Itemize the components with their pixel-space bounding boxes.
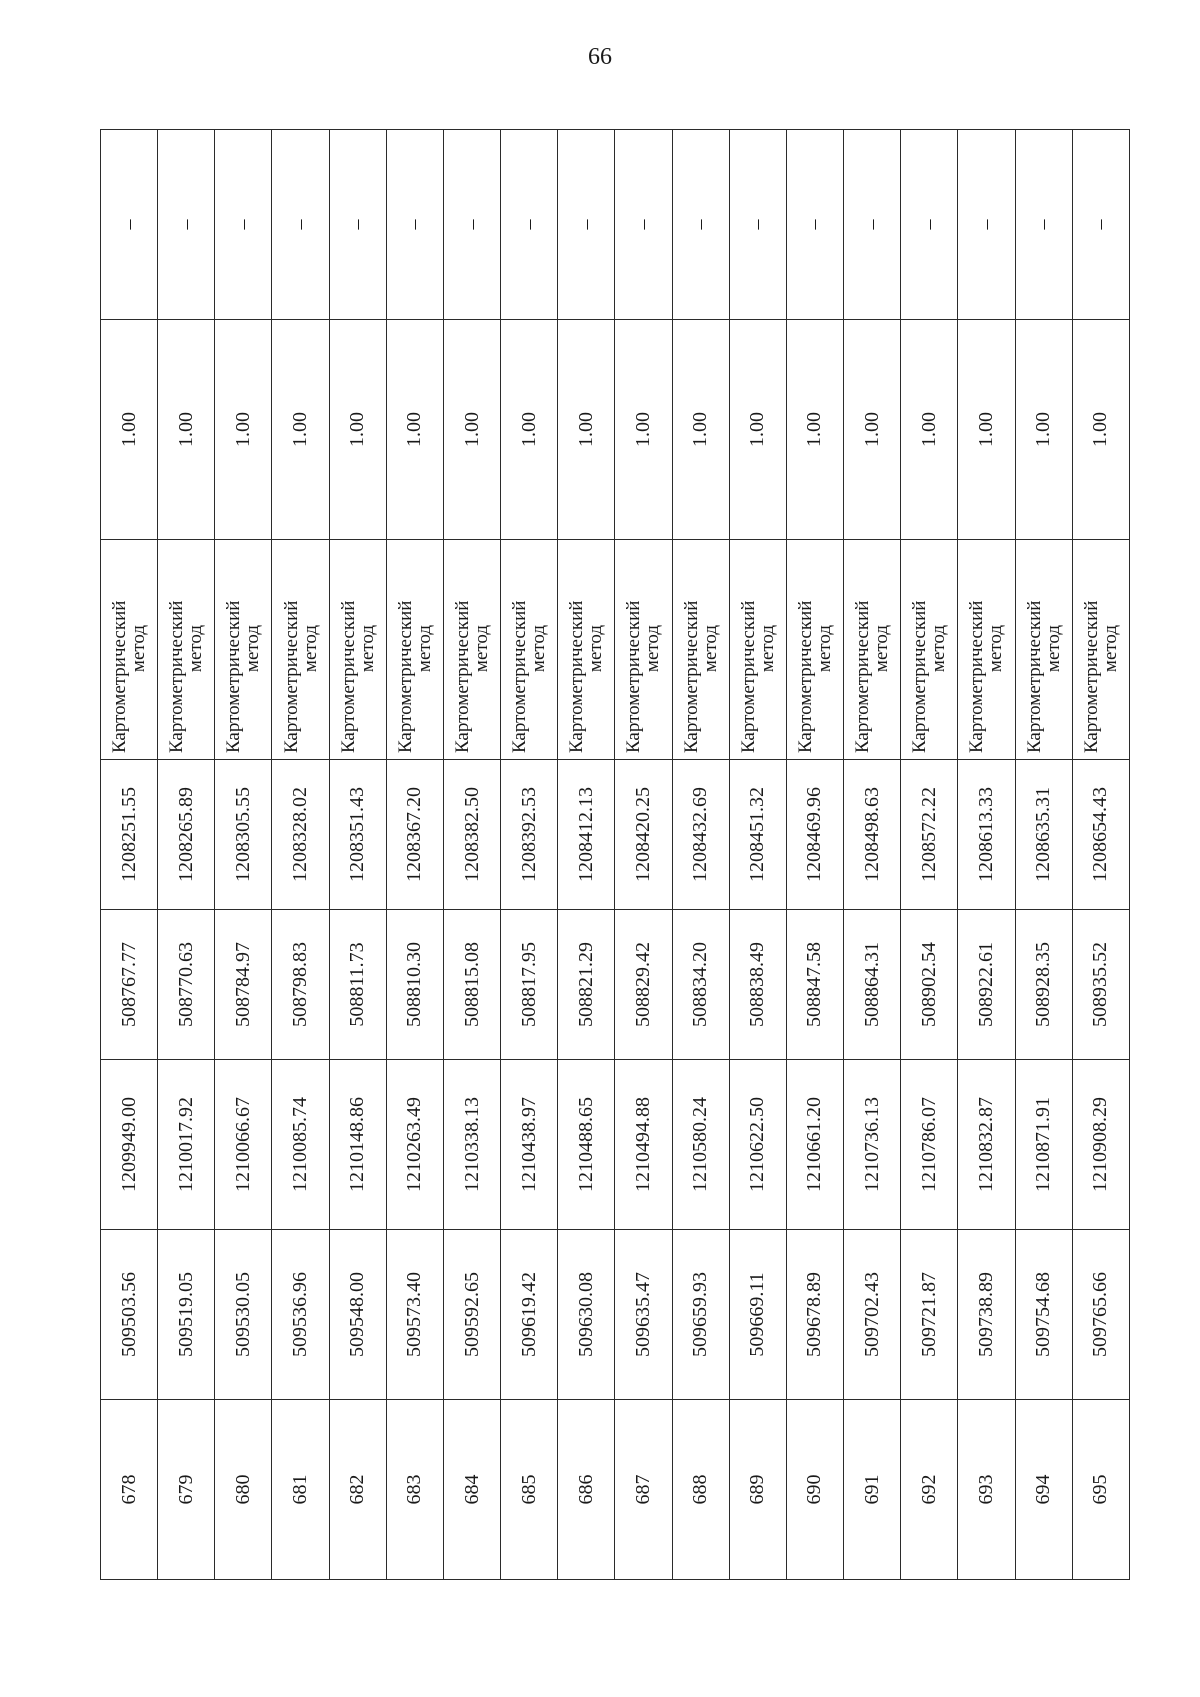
y1-coordinate-cell: 1210494.88 xyxy=(615,1060,672,1230)
x2-coordinate-cell: 508847.58 xyxy=(786,910,843,1060)
method-line-1: Картометрический xyxy=(509,600,531,753)
y1-coordinate-cell: 1210263.49 xyxy=(386,1060,443,1230)
y2-coordinate-cell: 1208654.43 xyxy=(1072,760,1129,910)
x1-coordinate-cell: 509548.00 xyxy=(329,1230,386,1400)
accuracy-cell: 1.00 xyxy=(844,320,901,540)
method-cell xyxy=(958,540,1015,760)
table-row xyxy=(1072,130,1129,1580)
point-number-cell: 690 xyxy=(786,1400,843,1580)
x2-coordinate-cell: 508798.83 xyxy=(272,910,329,1060)
table-row xyxy=(1015,130,1072,1580)
y1-coordinate-cell: 1209949.00 xyxy=(101,1060,158,1230)
y2-coordinate-cell: 1208251.55 xyxy=(101,760,158,910)
method-line-2: метод xyxy=(413,624,435,673)
y1-coordinate-cell: 1210438.97 xyxy=(501,1060,558,1230)
y1-coordinate-cell: 1210085.74 xyxy=(272,1060,329,1230)
accuracy-cell: 1.00 xyxy=(958,320,1015,540)
y1-coordinate-cell: 1210338.13 xyxy=(443,1060,500,1230)
x2-coordinate-cell: 508810.30 xyxy=(386,910,443,1060)
method-cell xyxy=(615,540,672,760)
table-row xyxy=(215,130,272,1580)
accuracy-cell: 1.00 xyxy=(215,320,272,540)
point-number-cell: 685 xyxy=(501,1400,558,1580)
method-line-1: Картометрический xyxy=(909,600,931,753)
point-number-cell: 682 xyxy=(329,1400,386,1580)
method-line-1: Картометрический xyxy=(223,600,245,753)
x2-coordinate-cell: 508928.35 xyxy=(1015,910,1072,1060)
point-number-cell: 692 xyxy=(901,1400,958,1580)
method-line-2: метод xyxy=(756,624,778,673)
table-row xyxy=(958,130,1015,1580)
table-body xyxy=(101,130,1130,1580)
y2-coordinate-cell: 1208265.89 xyxy=(158,760,215,910)
x1-coordinate-cell: 509738.89 xyxy=(958,1230,1015,1400)
x1-coordinate-cell: 509503.56 xyxy=(101,1230,158,1400)
rotated-table-container xyxy=(100,130,1130,1580)
table-row xyxy=(615,130,672,1580)
accuracy-cell: 1.00 xyxy=(901,320,958,540)
point-number-cell: 687 xyxy=(615,1400,672,1580)
method-line-1: Картометрический xyxy=(109,600,131,753)
note-cell: – xyxy=(272,130,329,320)
x2-coordinate-cell: 508784.97 xyxy=(215,910,272,1060)
method-cell xyxy=(844,540,901,760)
table-row xyxy=(272,130,329,1580)
x1-coordinate-cell: 509619.42 xyxy=(501,1230,558,1400)
method-cell xyxy=(729,540,786,760)
note-cell: – xyxy=(158,130,215,320)
x2-coordinate-cell: 508935.52 xyxy=(1072,910,1129,1060)
y2-coordinate-cell: 1208498.63 xyxy=(844,760,901,910)
y1-coordinate-cell: 1210786.07 xyxy=(901,1060,958,1230)
method-line-1: Картометрический xyxy=(852,600,874,753)
accuracy-cell: 1.00 xyxy=(672,320,729,540)
y2-coordinate-cell: 1208420.25 xyxy=(615,760,672,910)
method-line-1: Картометрический xyxy=(337,600,359,753)
y2-coordinate-cell: 1208328.02 xyxy=(272,760,329,910)
x1-coordinate-cell: 509669.11 xyxy=(729,1230,786,1400)
table-row xyxy=(901,130,958,1580)
method-cell xyxy=(101,540,158,760)
y2-coordinate-cell: 1208305.55 xyxy=(215,760,272,910)
x1-coordinate-cell: 509721.87 xyxy=(901,1230,958,1400)
point-number-cell: 681 xyxy=(272,1400,329,1580)
y1-coordinate-cell: 1210871.91 xyxy=(1015,1060,1072,1230)
method-cell xyxy=(501,540,558,760)
x2-coordinate-cell: 508838.49 xyxy=(729,910,786,1060)
method-line-1: Картометрический xyxy=(1080,600,1102,753)
table-row xyxy=(386,130,443,1580)
table-row xyxy=(729,130,786,1580)
note-cell: – xyxy=(215,130,272,320)
accuracy-cell: 1.00 xyxy=(501,320,558,540)
point-number-cell: 683 xyxy=(386,1400,443,1580)
y2-coordinate-cell: 1208635.31 xyxy=(1015,760,1072,910)
note-cell: – xyxy=(844,130,901,320)
x2-coordinate-cell: 508864.31 xyxy=(844,910,901,1060)
y2-coordinate-cell: 1208572.22 xyxy=(901,760,958,910)
note-cell: – xyxy=(901,130,958,320)
point-number-cell: 678 xyxy=(101,1400,158,1580)
x1-coordinate-cell: 509573.40 xyxy=(386,1230,443,1400)
y1-coordinate-cell: 1210622.50 xyxy=(729,1060,786,1230)
method-line-1: Картометрический xyxy=(680,600,702,753)
point-number-cell: 689 xyxy=(729,1400,786,1580)
x2-coordinate-cell: 508821.29 xyxy=(558,910,615,1060)
table-row xyxy=(329,130,386,1580)
method-line-1: Картометрический xyxy=(1023,600,1045,753)
y1-coordinate-cell: 1210580.24 xyxy=(672,1060,729,1230)
method-line-2: метод xyxy=(356,624,378,673)
method-line-2: метод xyxy=(185,624,207,673)
method-cell xyxy=(329,540,386,760)
y2-coordinate-cell: 1208382.50 xyxy=(443,760,500,910)
method-cell xyxy=(158,540,215,760)
method-line-2: метод xyxy=(128,624,150,673)
table-row xyxy=(101,130,158,1580)
point-number-cell: 695 xyxy=(1072,1400,1129,1580)
x1-coordinate-cell: 509754.68 xyxy=(1015,1230,1072,1400)
note-cell: – xyxy=(786,130,843,320)
x1-coordinate-cell: 509630.08 xyxy=(558,1230,615,1400)
note-cell: – xyxy=(386,130,443,320)
method-line-2: метод xyxy=(699,624,721,673)
y2-coordinate-cell: 1208451.32 xyxy=(729,760,786,910)
x1-coordinate-cell: 509536.96 xyxy=(272,1230,329,1400)
y2-coordinate-cell: 1208367.20 xyxy=(386,760,443,910)
x2-coordinate-cell: 508829.42 xyxy=(615,910,672,1060)
x2-coordinate-cell: 508834.20 xyxy=(672,910,729,1060)
accuracy-cell: 1.00 xyxy=(1072,320,1129,540)
table-row xyxy=(558,130,615,1580)
table-row xyxy=(786,130,843,1580)
method-line-2: метод xyxy=(242,624,264,673)
note-cell: – xyxy=(729,130,786,320)
table-row xyxy=(844,130,901,1580)
note-cell: – xyxy=(1072,130,1129,320)
method-cell xyxy=(558,540,615,760)
x2-coordinate-cell: 508767.77 xyxy=(101,910,158,1060)
table-row xyxy=(501,130,558,1580)
y1-coordinate-cell: 1210736.13 xyxy=(844,1060,901,1230)
method-line-2: метод xyxy=(642,624,664,673)
method-cell xyxy=(215,540,272,760)
x2-coordinate-cell: 508922.61 xyxy=(958,910,1015,1060)
method-line-2: метод xyxy=(1042,624,1064,673)
accuracy-cell: 1.00 xyxy=(786,320,843,540)
point-number-cell: 679 xyxy=(158,1400,215,1580)
y2-coordinate-cell: 1208469.96 xyxy=(786,760,843,910)
accuracy-cell: 1.00 xyxy=(158,320,215,540)
x1-coordinate-cell: 509678.89 xyxy=(786,1230,843,1400)
x1-coordinate-cell: 509635.47 xyxy=(615,1230,672,1400)
point-number-cell: 691 xyxy=(844,1400,901,1580)
method-cell xyxy=(1015,540,1072,760)
x1-coordinate-cell: 509530.05 xyxy=(215,1230,272,1400)
y1-coordinate-cell: 1210488.65 xyxy=(558,1060,615,1230)
method-line-1: Картометрический xyxy=(166,600,188,753)
y2-coordinate-cell: 1208392.53 xyxy=(501,760,558,910)
y2-coordinate-cell: 1208412.13 xyxy=(558,760,615,910)
method-line-1: Картометрический xyxy=(737,600,759,753)
method-line-1: Картометрический xyxy=(566,600,588,753)
accuracy-cell: 1.00 xyxy=(272,320,329,540)
method-line-1: Картометрический xyxy=(623,600,645,753)
x2-coordinate-cell: 508770.63 xyxy=(158,910,215,1060)
point-number-cell: 693 xyxy=(958,1400,1015,1580)
point-number-cell: 684 xyxy=(443,1400,500,1580)
method-line-1: Картометрический xyxy=(794,600,816,753)
page-number: 66 xyxy=(588,44,612,70)
note-cell: – xyxy=(1015,130,1072,320)
x1-coordinate-cell: 509702.43 xyxy=(844,1230,901,1400)
method-line-2: метод xyxy=(813,624,835,673)
method-line-2: метод xyxy=(985,624,1007,673)
accuracy-cell: 1.00 xyxy=(443,320,500,540)
x2-coordinate-cell: 508811.73 xyxy=(329,910,386,1060)
method-cell xyxy=(786,540,843,760)
accuracy-cell: 1.00 xyxy=(558,320,615,540)
method-cell xyxy=(272,540,329,760)
method-line-2: метод xyxy=(1099,624,1121,673)
method-line-1: Картометрический xyxy=(452,600,474,753)
method-cell xyxy=(901,540,958,760)
y2-coordinate-cell: 1208351.43 xyxy=(329,760,386,910)
coordinates-table xyxy=(100,129,1130,1580)
method-line-1: Картометрический xyxy=(966,600,988,753)
accuracy-cell: 1.00 xyxy=(1015,320,1072,540)
x2-coordinate-cell: 508902.54 xyxy=(901,910,958,1060)
y1-coordinate-cell: 1210148.86 xyxy=(329,1060,386,1230)
note-cell: – xyxy=(101,130,158,320)
accuracy-cell: 1.00 xyxy=(615,320,672,540)
x1-coordinate-cell: 509519.05 xyxy=(158,1230,215,1400)
table-row xyxy=(672,130,729,1580)
y1-coordinate-cell: 1210908.29 xyxy=(1072,1060,1129,1230)
accuracy-cell: 1.00 xyxy=(729,320,786,540)
accuracy-cell: 1.00 xyxy=(101,320,158,540)
method-line-2: метод xyxy=(928,624,950,673)
accuracy-cell: 1.00 xyxy=(386,320,443,540)
x1-coordinate-cell: 509765.66 xyxy=(1072,1230,1129,1400)
point-number-cell: 680 xyxy=(215,1400,272,1580)
method-line-1: Картометрический xyxy=(280,600,302,753)
note-cell: – xyxy=(501,130,558,320)
note-cell: – xyxy=(958,130,1015,320)
point-number-cell: 688 xyxy=(672,1400,729,1580)
note-cell: – xyxy=(615,130,672,320)
table-row xyxy=(158,130,215,1580)
point-number-cell: 686 xyxy=(558,1400,615,1580)
method-cell xyxy=(672,540,729,760)
note-cell: – xyxy=(672,130,729,320)
method-cell xyxy=(443,540,500,760)
method-line-2: метод xyxy=(528,624,550,673)
note-cell: – xyxy=(443,130,500,320)
x1-coordinate-cell: 509659.93 xyxy=(672,1230,729,1400)
table-row xyxy=(443,130,500,1580)
point-number-cell: 694 xyxy=(1015,1400,1072,1580)
note-cell: – xyxy=(329,130,386,320)
x1-coordinate-cell: 509592.65 xyxy=(443,1230,500,1400)
method-line-1: Картометрический xyxy=(394,600,416,753)
x2-coordinate-cell: 508815.08 xyxy=(443,910,500,1060)
method-line-2: метод xyxy=(471,624,493,673)
x2-coordinate-cell: 508817.95 xyxy=(501,910,558,1060)
y1-coordinate-cell: 1210661.20 xyxy=(786,1060,843,1230)
y1-coordinate-cell: 1210017.92 xyxy=(158,1060,215,1230)
y2-coordinate-cell: 1208613.33 xyxy=(958,760,1015,910)
method-cell xyxy=(386,540,443,760)
method-line-2: метод xyxy=(871,624,893,673)
y1-coordinate-cell: 1210832.87 xyxy=(958,1060,1015,1230)
method-line-2: метод xyxy=(299,624,321,673)
method-line-2: метод xyxy=(585,624,607,673)
note-cell: – xyxy=(558,130,615,320)
method-cell xyxy=(1072,540,1129,760)
accuracy-cell: 1.00 xyxy=(329,320,386,540)
y1-coordinate-cell: 1210066.67 xyxy=(215,1060,272,1230)
y2-coordinate-cell: 1208432.69 xyxy=(672,760,729,910)
